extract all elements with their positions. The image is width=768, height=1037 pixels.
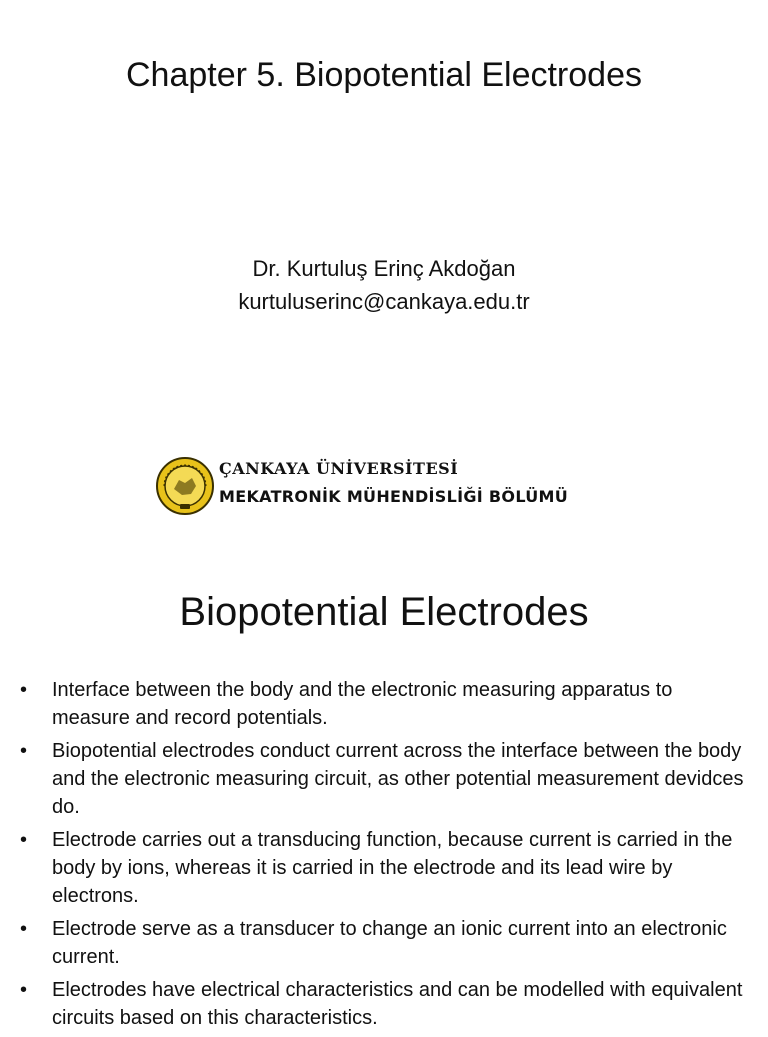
bullet-icon: • (20, 979, 28, 1001)
list-item (18, 737, 748, 821)
list-item (18, 826, 748, 910)
bullet-text: Interface between the body and the electronic measuring apparatus to measure and record potentials. (52, 679, 673, 729)
slide-title: Biopotential Electrodes (179, 590, 589, 634)
bullet-icon: • (20, 829, 28, 851)
list-item (18, 915, 748, 971)
university-logo (155, 454, 625, 520)
bullet-list (18, 676, 748, 1037)
author-email: kurtuluserinc@cankaya.edu.tr (238, 289, 530, 314)
chapter-title: Chapter 5. Biopotential Electrodes (126, 56, 642, 94)
author-name: Dr. Kurtuluş Erinç Akdoğan (252, 256, 516, 281)
bullet-icon: • (20, 740, 28, 762)
list-item (18, 676, 748, 732)
university-name: ÇANKAYA ÜNİVERSİTESİ (219, 459, 459, 478)
department-name: MEKATRONİK MÜHENDİSLİĞİ BÖLÜMÜ (219, 487, 569, 506)
bullet-text: Electrodes have electrical characteristics and can be modelled with equivalent circuits based on this characteristics. (52, 979, 743, 1029)
content-slide (0, 560, 768, 1029)
bullet-icon: • (20, 679, 28, 701)
bullet-text: Biopotential electrodes conduct current across the interface between the body and the electronic measuring circuit, as other potential measurement devidces do. (52, 740, 744, 818)
bullet-text: Electrode serve as a transducer to change an ionic current into an electronic current. (52, 918, 727, 968)
university-seal-icon (155, 456, 215, 516)
bullet-icon: • (20, 918, 28, 940)
bullet-text: Electrode carries out a transducing function, because current is carried in the body by ions, whereas it is carried in the electrode and its lead wire by electrons. (52, 829, 733, 907)
